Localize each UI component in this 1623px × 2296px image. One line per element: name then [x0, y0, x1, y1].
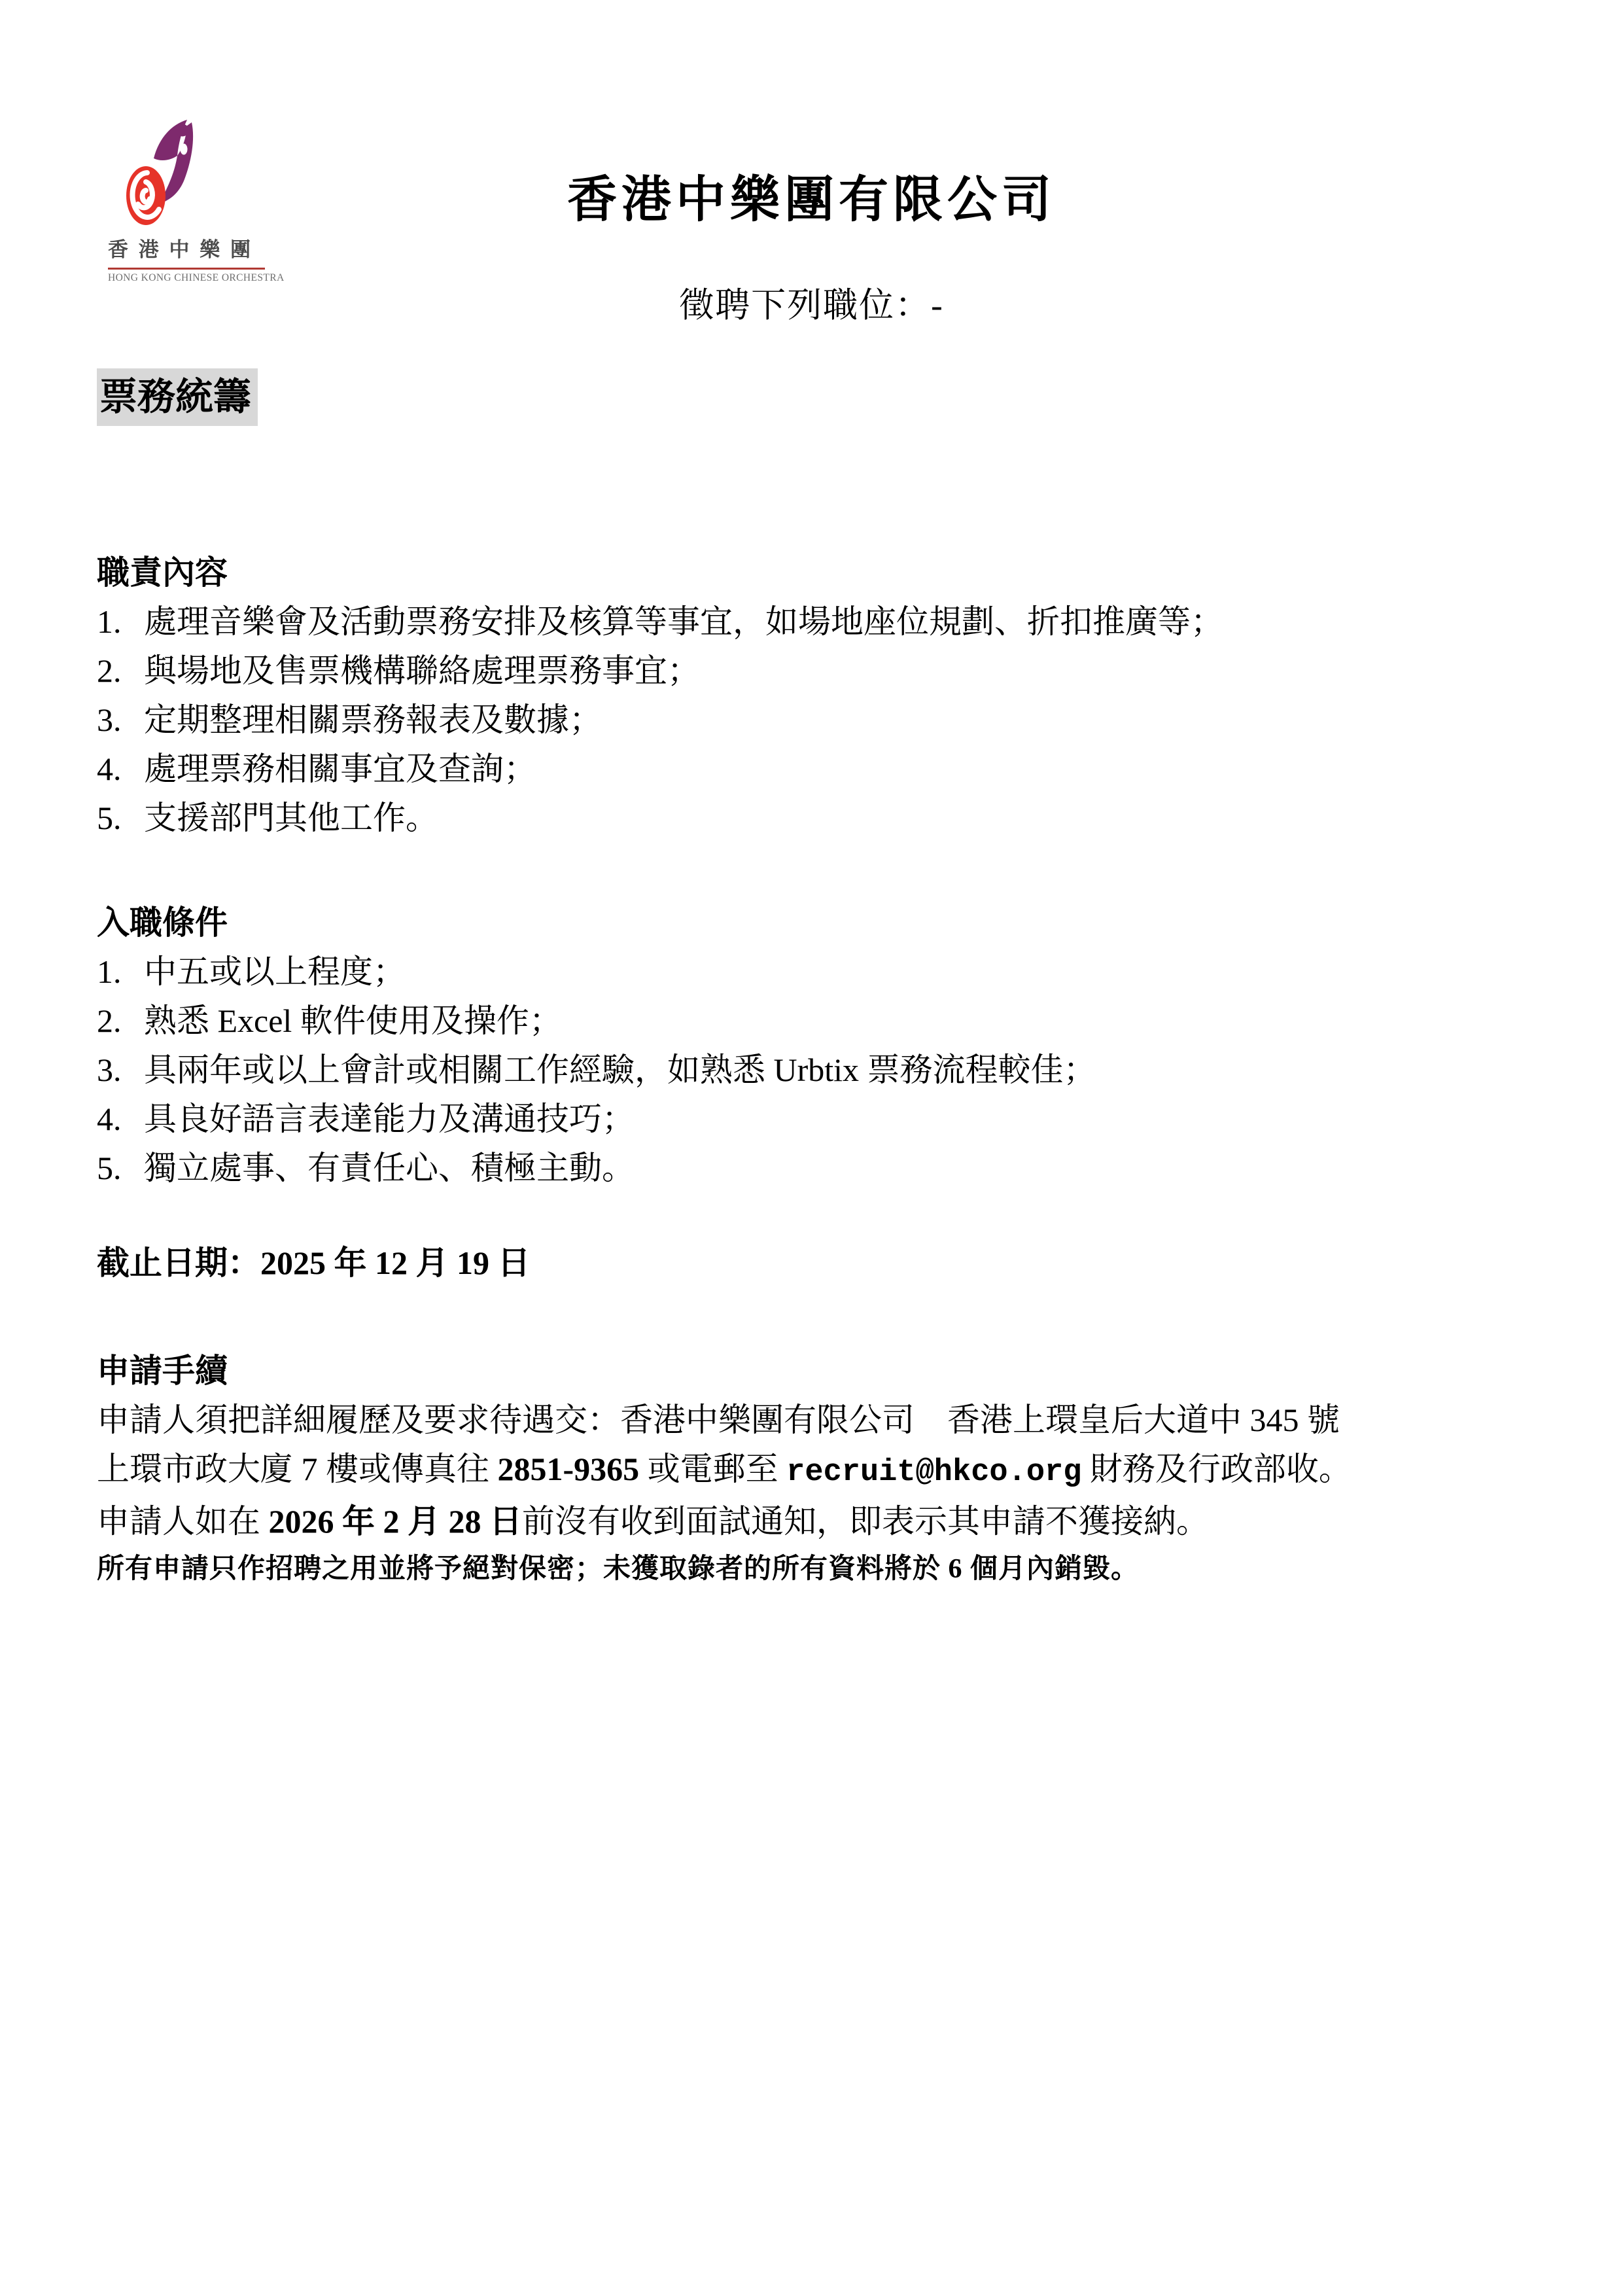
list-item-number: 1.: [97, 953, 122, 990]
deadline-label: 截止日期：: [97, 1245, 260, 1281]
list-item-number: 4.: [97, 1101, 122, 1137]
job-title-highlighted: 票務統籌: [97, 368, 258, 426]
application-line2-mid: 或電郵至: [639, 1451, 787, 1487]
application-line3-pre: 申請人如在: [97, 1503, 269, 1540]
reply-deadline-date: 2026 年 2 月 28 日: [268, 1503, 522, 1540]
list-item-text: 具兩年或以上會計或相關工作經驗，如熟悉 Urbtix 票務流程較佳；: [144, 1051, 1096, 1088]
list-item: [97, 794, 1399, 843]
list-item-text: 具良好語言表達能力及溝通技巧；: [144, 1101, 635, 1137]
document-body: [97, 368, 1399, 1592]
list-item-text: 與場地及售票機構聯絡處理票務事宜；: [144, 652, 700, 689]
duties-heading: 職責內容: [97, 554, 228, 591]
list-item-text: 獨立處事、有責任心、積極主動。: [144, 1150, 635, 1186]
list-item-text: 中五或以上程度；: [144, 953, 406, 990]
list-item: [97, 745, 1399, 794]
fax-number: 2851-9365: [497, 1451, 640, 1487]
logo-name-english: HONG KONG CHINESE ORCHESTRA: [108, 272, 285, 283]
logo-name-chinese: 香 港 中 樂 團: [108, 233, 265, 270]
application-line-2: [97, 1445, 1399, 1497]
list-item-text: 支援部門其他工作。: [144, 800, 438, 836]
list-item: [97, 1095, 1399, 1144]
list-item: [97, 696, 1399, 745]
list-item: [97, 947, 1399, 997]
requirements-heading: 入職條件: [97, 904, 228, 941]
application-line2-post: 財務及行政部收。: [1081, 1451, 1352, 1487]
list-item-text: 處理票務相關事宜及查詢；: [144, 751, 536, 787]
application-heading: 申請手續: [97, 1352, 228, 1389]
list-item: [97, 597, 1399, 646]
deadline-date: 2025 年 12 月 19 日: [260, 1245, 531, 1281]
list-item-number: 5.: [97, 800, 122, 836]
list-item: [97, 997, 1399, 1046]
list-item-number: 2.: [97, 652, 122, 689]
list-item-text: 定期整理相關票務報表及數據；: [144, 701, 602, 738]
list-item-number: 1.: [97, 603, 122, 640]
privacy-notice: 所有申請只作招聘之用並將予絕對保密；未獲取錄者的所有資料將於 6 個月內銷毀。: [97, 1554, 1140, 1584]
recruit-subtitle: 徵聘下列職位：-: [679, 287, 944, 325]
company-title: 香港中樂團有限公司: [567, 173, 1056, 228]
list-item: [97, 1046, 1399, 1095]
application-line2-pre: 上環市政大廈 7 樓或傳真往: [97, 1451, 498, 1487]
list-item-number: 3.: [97, 1051, 122, 1088]
list-item-text: 處理音樂會及活動票務安排及核算等事宜，如場地座位規劃、折扣推廣等；: [144, 603, 1223, 640]
list-item-number: 2.: [97, 1002, 122, 1039]
list-item-number: 4.: [97, 751, 122, 787]
list-item-number: 3.: [97, 701, 122, 738]
list-item-number: 5.: [97, 1150, 122, 1186]
recruit-email: recruit@hkco.org: [786, 1455, 1082, 1490]
list-item-text: 熟悉 Excel 軟件使用及操作；: [144, 1002, 562, 1039]
deadline-line: [97, 1239, 1399, 1288]
application-line3-post: 前沒有收到面試通知，即表示其申請不獲接納。: [522, 1503, 1209, 1540]
list-item: [97, 1144, 1399, 1193]
application-line-1: 申請人須把詳細履歷及要求待遇交：香港中樂團有限公司 香港上環皇后大道中 345 號: [97, 1402, 1340, 1438]
list-item: [97, 646, 1399, 696]
application-line-3: [97, 1497, 1399, 1546]
